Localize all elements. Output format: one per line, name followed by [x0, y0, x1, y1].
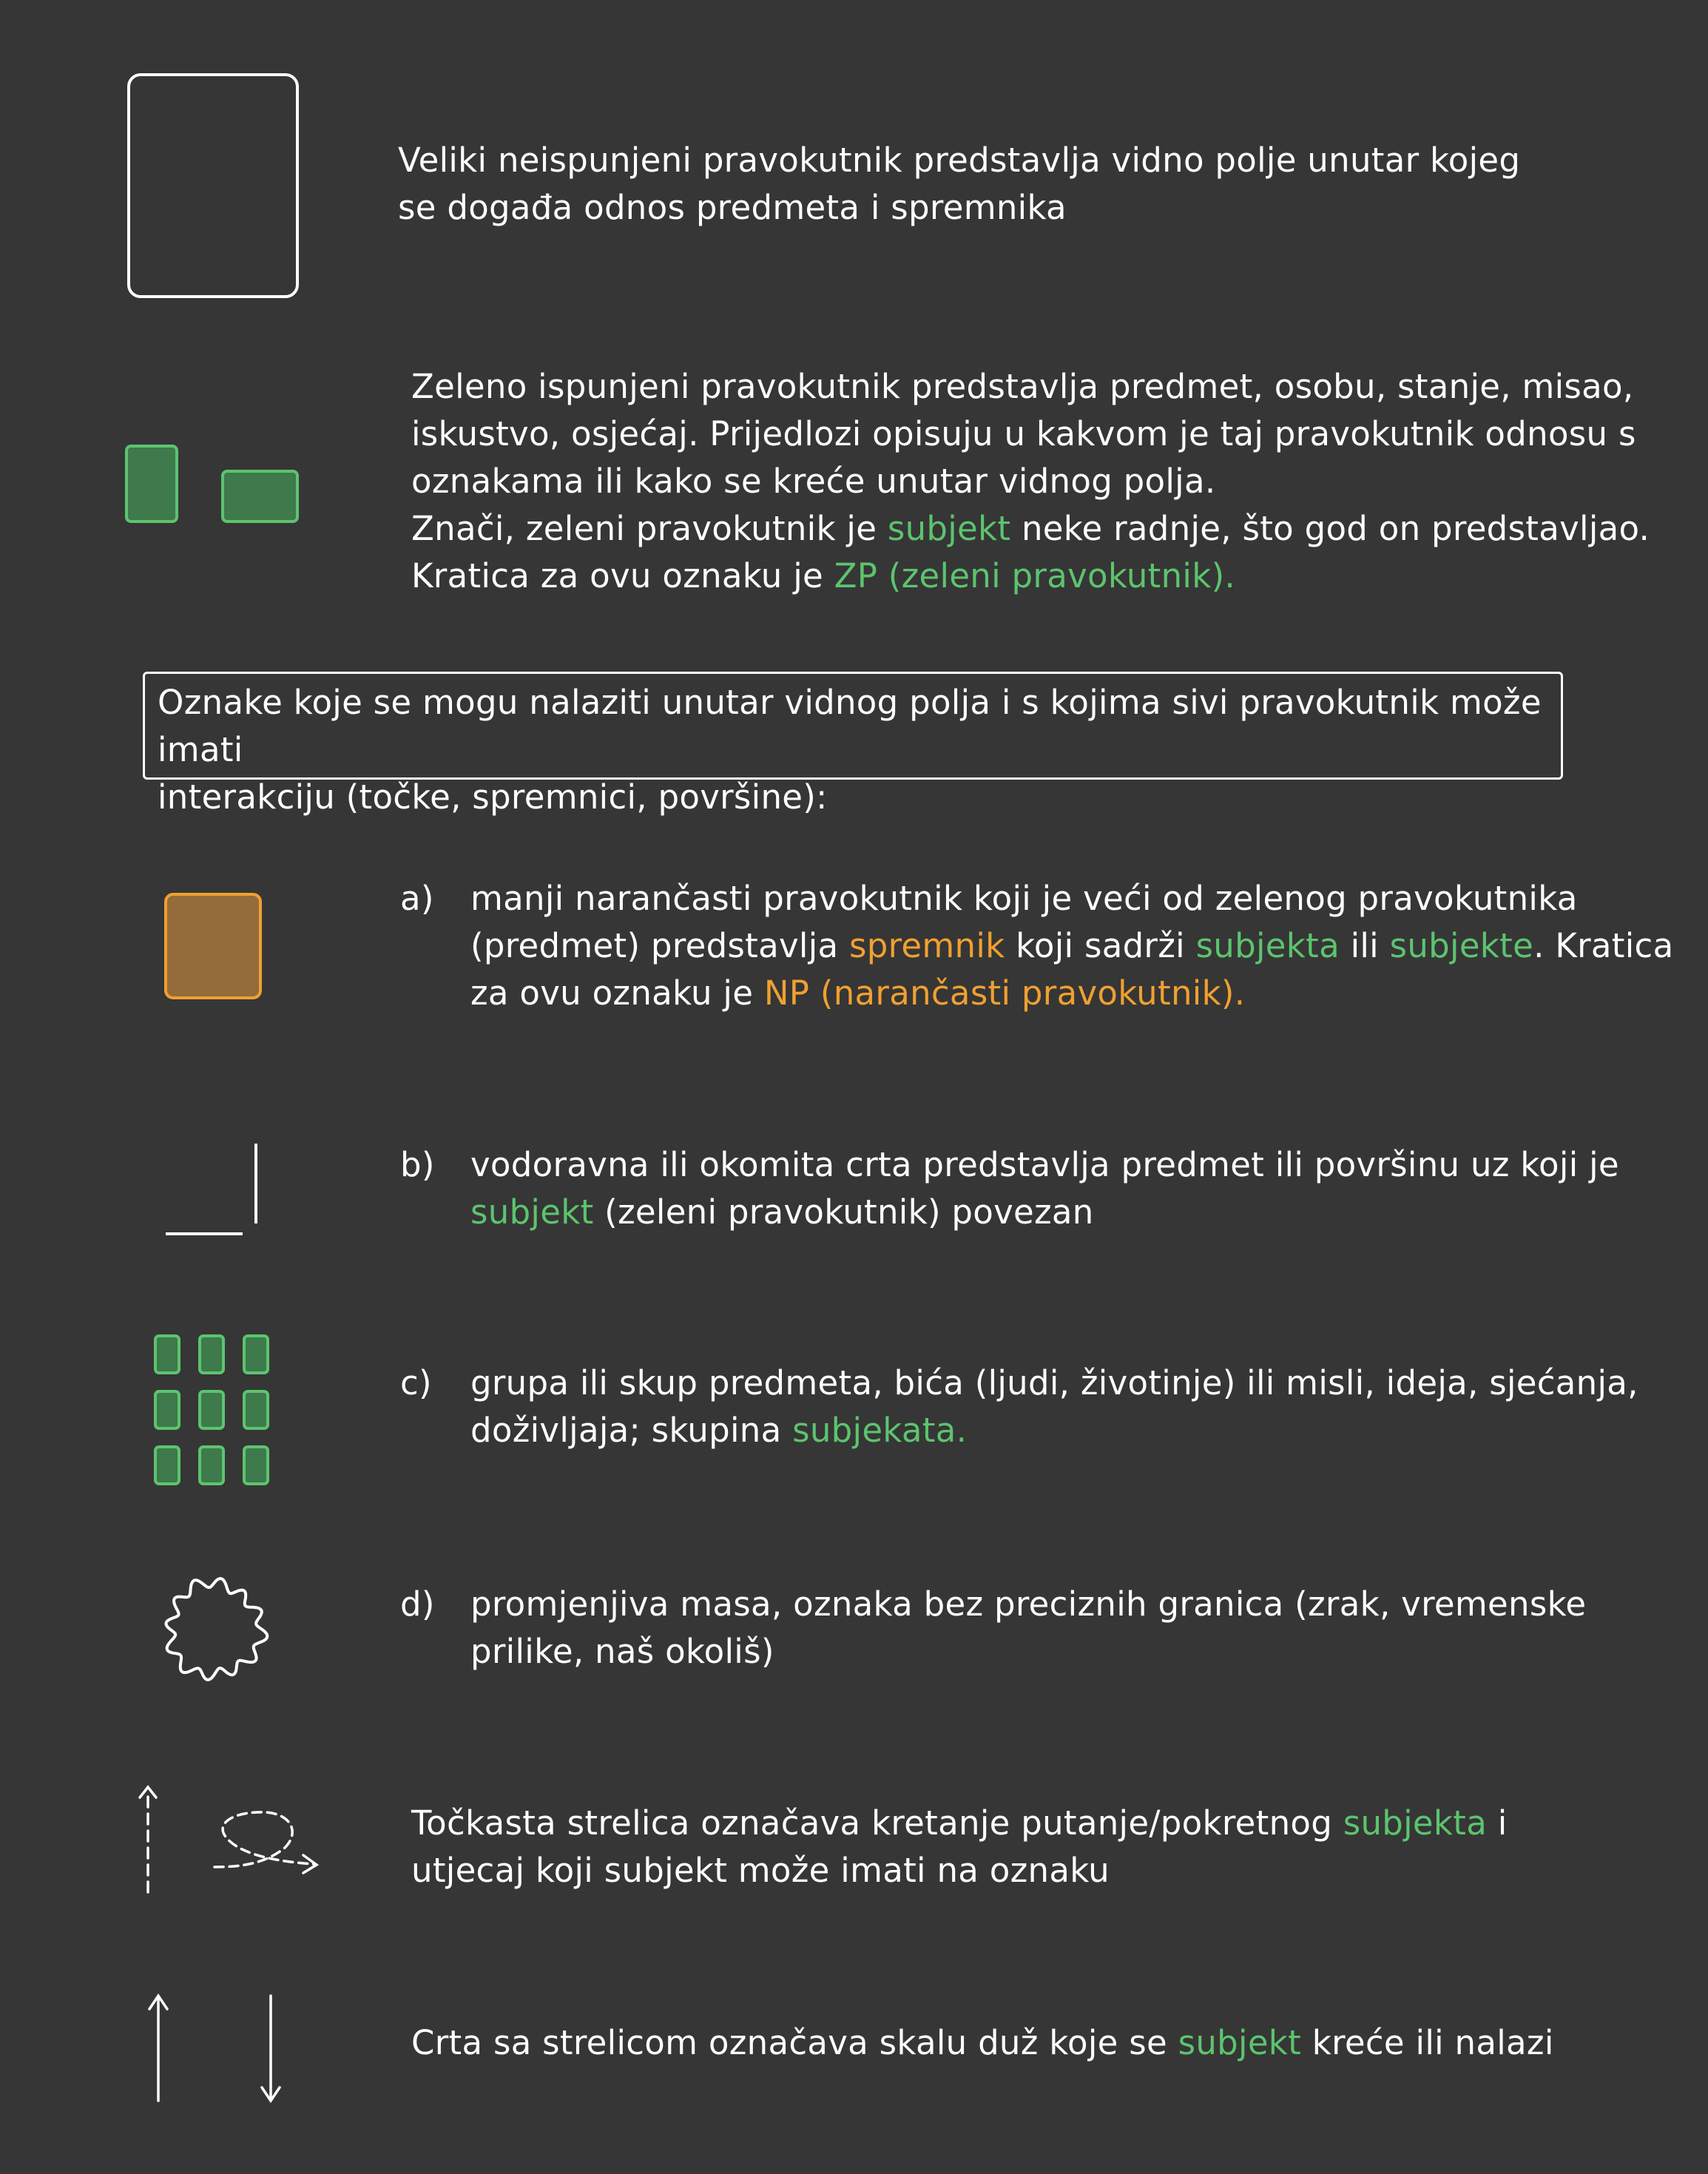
item-d-label: d): [400, 1584, 435, 1624]
section-dotted-line1: [411, 1800, 1684, 1847]
group-grid-icon: [152, 1333, 272, 1488]
section1-line2: se događa odnos predmeta i spremnika: [398, 188, 1067, 227]
section2-line4: [411, 505, 1684, 553]
dotted-arrow-icon: [133, 1781, 325, 1900]
subjekt-term: subjekt: [887, 509, 1011, 548]
item-d-line1: promjenjiva masa, oznaka bez preciznih granica (zrak, vremenske: [470, 1584, 1587, 1624]
spremnik-term: spremnik: [849, 926, 1005, 965]
subjekata-term: subjekata.: [792, 1411, 968, 1450]
line-surface-icon: [163, 1141, 263, 1237]
item-d-line2: prilike, naš okoliš): [470, 1632, 774, 1671]
section1-text: [398, 137, 1582, 232]
section2-line3: oznakama ili kako se kreće unutar vidnog polja.: [411, 462, 1216, 501]
item-a-line2-pre: (predmet) predstavlja: [470, 926, 850, 965]
subjekta-term: subjekta: [1195, 926, 1340, 965]
item-a-label: a): [400, 879, 434, 918]
item-a-line2-post: . Kratica: [1533, 926, 1674, 965]
orange-rectangle-icon: [163, 892, 264, 1002]
interaction-marks-box: [143, 672, 1563, 817]
section-scale-line1-post: kreće ili nalazi: [1301, 2023, 1554, 2062]
subjekt-term: subjekt: [470, 1192, 594, 1232]
item-b-line1: vodoravna ili okomita crta predstavlja predmet ili površinu uz koji je: [470, 1145, 1619, 1184]
section1-line1: Veliki neispunjeni pravokutnik predstavlja vidno polje unutar kojeg: [398, 141, 1521, 180]
section-dotted-line2: utjecaj koji subjekt može imati na oznaku: [411, 1851, 1110, 1890]
blob-mass-icon: [155, 1572, 274, 1690]
item-a-text: [400, 875, 1684, 1017]
section2-line4-pre: Znači, zeleni pravokutnik je: [411, 509, 888, 548]
item-a-line2: [470, 922, 1684, 970]
section-dotted-line1-pre: Točkasta strelica označava kretanje putanje/pokretnog: [411, 1803, 1343, 1843]
framebox-line2: interakciju (točke, spremnici, površine):: [158, 777, 828, 817]
framebox-line1: Oznake koje se mogu nalaziti unutar vidnog polja i s kojima sivi pravokutnik može imati: [158, 683, 1542, 769]
subjekte-term: subjekte: [1389, 926, 1534, 965]
item-b-text: [400, 1141, 1684, 1236]
item-a-line2-mid2: ili: [1339, 926, 1390, 965]
section2-line5-pre: Kratica za ovu oznaku je: [411, 556, 834, 595]
section2-text: [411, 363, 1684, 600]
item-b-label: b): [400, 1145, 435, 1184]
item-b-line2: [470, 1189, 1684, 1236]
item-a-line1: manji narančasti pravokutnik koji je veći od zelenog pravokutnika: [470, 879, 1578, 918]
item-d-text: [400, 1581, 1684, 1675]
item-a-line3: [470, 970, 1684, 1017]
item-a-line2-mid1: koji sadrži: [1005, 926, 1196, 965]
section-scale-line1-pre: Crta sa strelicom označava skalu duž koje se: [411, 2023, 1178, 2062]
item-c-text: [400, 1360, 1684, 1454]
section2-line2: iskustvo, osjećaj. Prijedlozi opisuju u kakvom je taj pravokutnik odnosu s: [411, 414, 1636, 453]
np-abbreviation: NP (narančasti pravokutnik).: [763, 973, 1246, 1013]
section-dotted-line1-post: i: [1487, 1803, 1508, 1843]
framebox-text: [158, 679, 1556, 821]
item-c-line1: grupa ili skup predmeta, bića (ljudi, životinje) ili misli, ideja, sjećanja,: [470, 1363, 1638, 1402]
item-b-line2-post: (zeleni pravokutnik) povezan: [593, 1192, 1094, 1232]
subjekta-term: subjekta: [1343, 1803, 1488, 1843]
item-c-label: c): [400, 1363, 432, 1402]
item-c-line2: [470, 1407, 1684, 1454]
section2-line1: Zeleno ispunjeni pravokutnik predstavlja predmet, osobu, stanje, misao,: [411, 367, 1634, 406]
item-a-line3-pre: za ovu oznaku je: [470, 973, 764, 1013]
section2-line4-post: neke radnje, što god on predstavljao.: [1010, 509, 1650, 548]
item-c-line2-pre: doživljaja; skupina: [470, 1411, 793, 1450]
zp-abbreviation: ZP (zeleni pravokutnik).: [834, 556, 1236, 595]
empty-rectangle-icon: [126, 72, 303, 300]
section-scale-text: [411, 2019, 1684, 2067]
section-scale-line1: [411, 2019, 1684, 2067]
subjekt-term: subjekt: [1178, 2023, 1302, 2062]
scale-arrows-icon: [145, 1990, 293, 2108]
section2-line5: [411, 553, 1684, 600]
section-dotted-text: [411, 1800, 1684, 1894]
green-rectangles-icon: [124, 444, 302, 525]
